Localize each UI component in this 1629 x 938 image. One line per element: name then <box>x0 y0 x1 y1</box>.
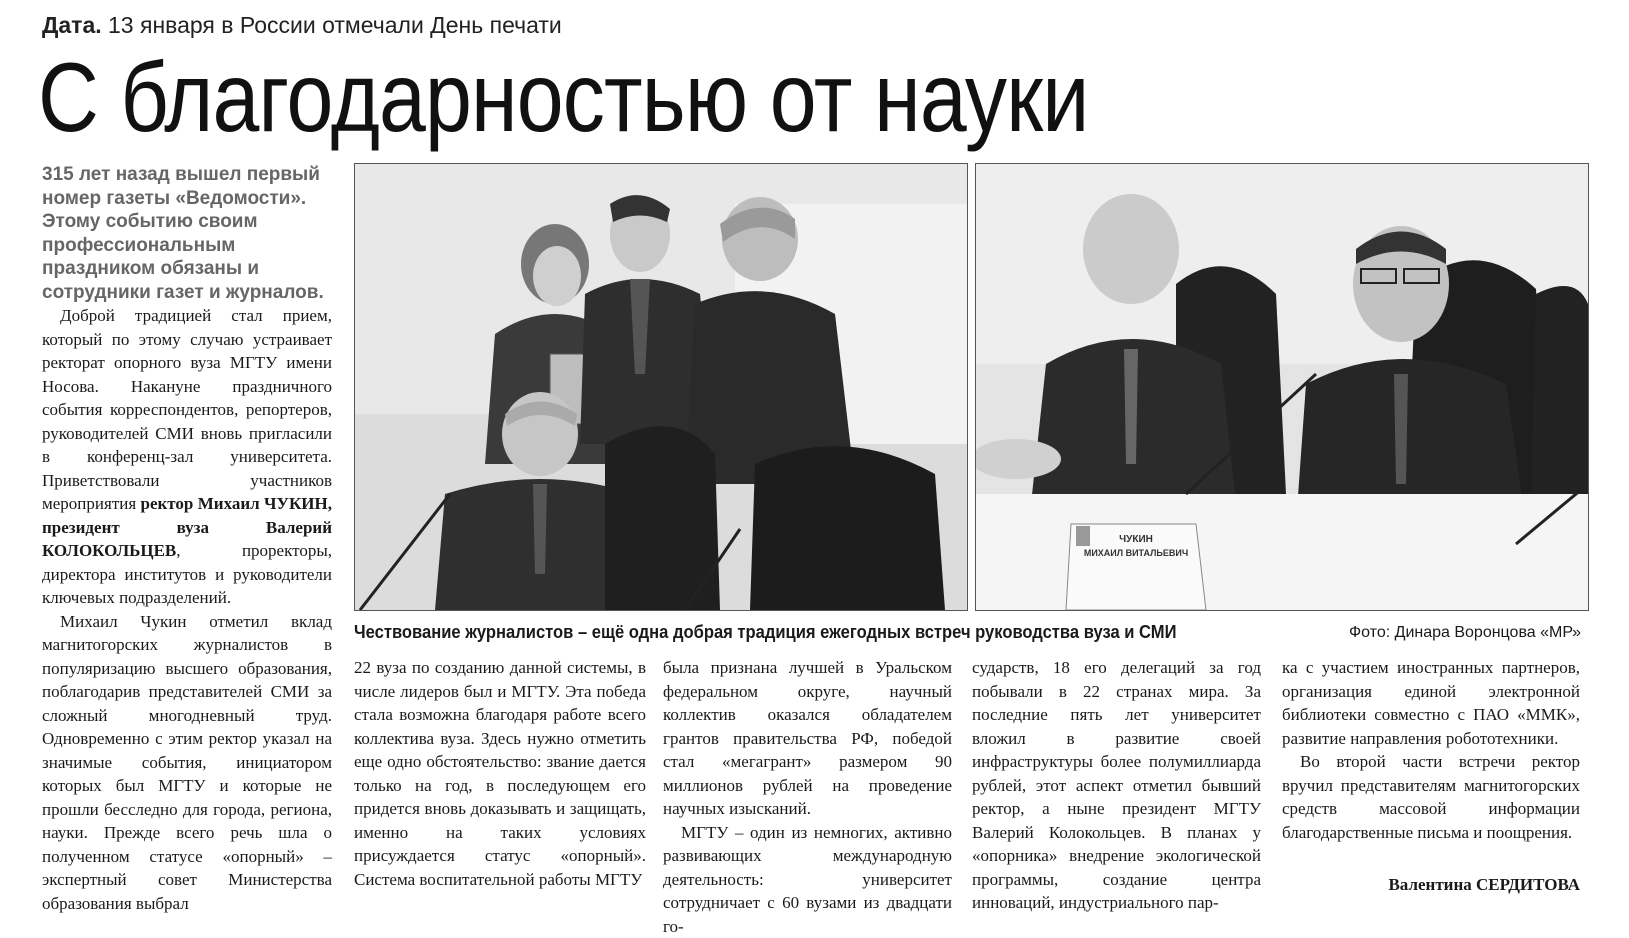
paragraph: была признана лучшей в Уральском федеральном округе, научный коллектив оказался обладателем грантов правительства РФ, победой стал «мегагрант» размером 90 миллионов рублей на проведение научных изысканий. <box>663 656 952 821</box>
paragraph-bold: ректор Михаил ЧУКИН, президент вуза Валерий КОЛОКОЛЬЦЕВ <box>42 494 332 560</box>
article-column-1 <box>42 304 332 915</box>
paragraph: ка с участием иностранных партнеров, организация единой электронной библиотеки совместно с ПАО «ММК», развитие направления робототехники. <box>1282 656 1580 750</box>
article-column-4 <box>972 656 1261 915</box>
headline: С благодарностью от науки <box>38 44 1088 150</box>
paragraph: Михаил Чукин отметил вклад магнитогорских журналистов в популяризацию высшего образования, поблагодарив представителей СМИ за сложный многодневный труд. Одновременно с этим ректор указал на значимые события, инициатором которых был МГТУ и которые не прошли бесследно для города, региона, науки. Прежде всего речь шла о полученном статусе «опорный» – экспертный совет Министерства образования выбрал <box>42 610 332 916</box>
photo-award-ceremony <box>354 163 968 611</box>
photo-caption: Чествование журналистов – ещё одна добрая традиция ежегодных встреч руководства вуза и СМИ <box>354 622 1176 643</box>
article-column-3 <box>663 656 952 938</box>
kicker-text: 13 января в России отмечали День печати <box>108 12 562 38</box>
nameplate-line1: ЧУКИН <box>1119 534 1153 545</box>
paragraph: 22 вуза по созданию данной системы, в числе лидеров был и МГТУ. Эта победа стала возможна благодаря работе всего коллектива вуза. Здесь нужно отметить еще одно обстоятельство: звание дается только на год, в последующем его придется вновь доказывать и защищать, именно на таких условиях присуждается статус «опорный». Система воспитательной работы МГТУ <box>354 656 646 891</box>
photo-credit: Фото: Динара Воронцова «МР» <box>1349 624 1581 642</box>
paragraph-text: , проректоры, директора институтов и руководители ключевых подразделений. <box>42 541 332 607</box>
kicker-label: Дата. <box>42 12 102 38</box>
lead-paragraph: 315 лет назад вышел первый номер газеты «Ведомости». Этому событию своим профессиональным праздником обязаны и сотрудники газет и журналов. <box>42 163 342 304</box>
article-column-5 <box>1282 656 1580 844</box>
photo-leadership-table-illustration <box>976 164 1588 610</box>
paragraph-text: Доброй традицией стал прием, который по этому случаю устраивает ректорат опорного вуза МГТУ имени Носова. Накануне праздничного события корреспондентов, репортеров, руководителей СМИ вновь пригласили в конференц-зал университета. Приветствовали участников мероприятия <box>42 306 332 513</box>
paragraph: сударств, 18 его делегаций за год побывали в 22 странах мира. За последние пять лет университет вложил в развитие своей инфраструктуры более полумиллиарда рублей, этот аспект отметил бывший ректор, а ныне президент МГТУ Валерий Колокольцев. В планах у «опорника» внедрение экологической программы, создание центра инноваций, индустриального пар- <box>972 656 1261 915</box>
paragraph: Во второй части встречи ректор вручил представителям магнитогорских средств массовой информации благодарственные письма и поощрения. <box>1282 750 1580 844</box>
nameplate-line2: МИХАИЛ ВИТАЛЬЕВИЧ <box>1084 548 1188 558</box>
paragraph: МГТУ – один из немногих, активно развивающих международную деятельность: университет сотрудничает с 60 вузами из двадцати го- <box>663 821 952 938</box>
kicker <box>42 12 562 39</box>
author-signature: Валентина СЕРДИТОВА <box>1282 875 1580 895</box>
article-column-2 <box>354 656 646 891</box>
paragraph <box>42 304 332 610</box>
photo-leadership-table <box>975 163 1589 611</box>
photo-award-ceremony-illustration <box>355 164 967 610</box>
